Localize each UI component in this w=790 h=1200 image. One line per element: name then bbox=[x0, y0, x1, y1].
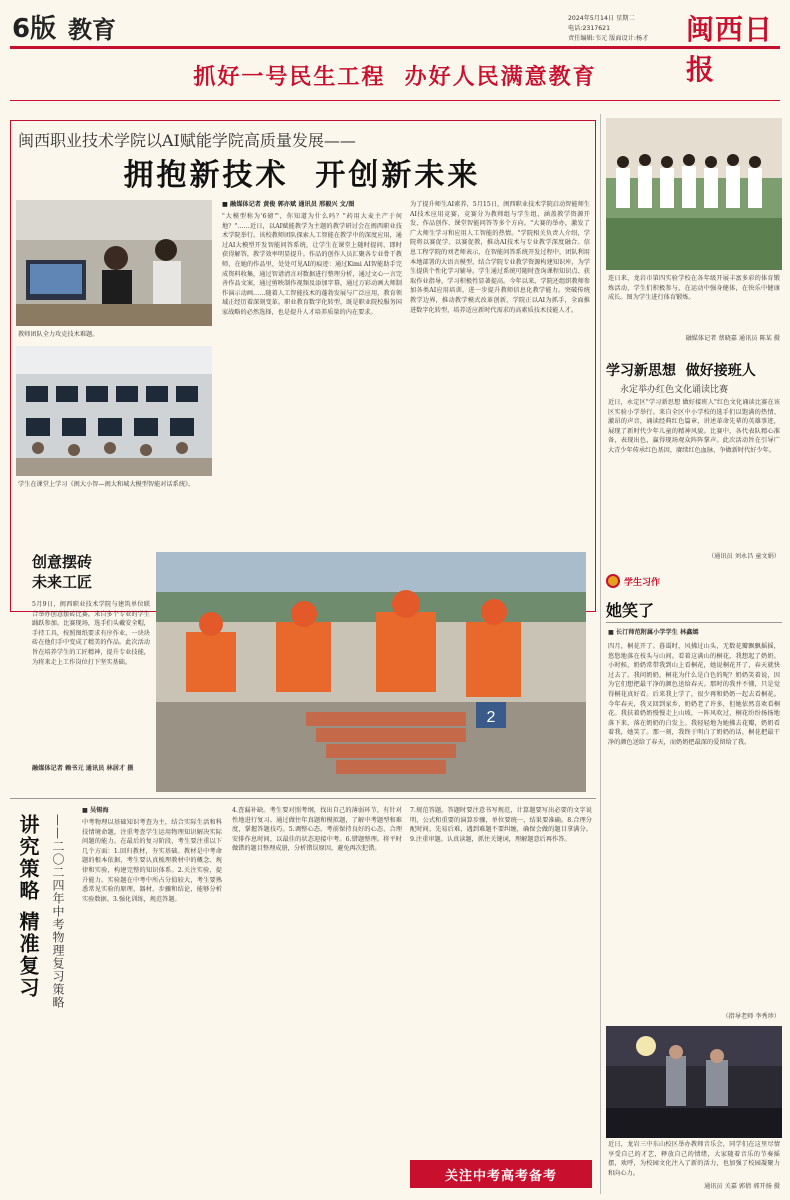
craftsman-byline: 融媒体记者 赖书元 通讯员 林居才 摄 bbox=[32, 765, 134, 772]
exam-vertical-subtitle: ——二〇二四年中考物理复习策略 bbox=[51, 814, 65, 1009]
sports-photo bbox=[606, 118, 782, 270]
page-banner: 抓好一号民生工程 办好人民满意教育 bbox=[193, 64, 597, 90]
right-story-body: 近日，永定区"学习新思想 做好接班人"红色文化诵读比赛在该区实验小学举行。来自全区中小学校的选手们以饱满的热情、激昂的声音，诵读经典红色篇章，讲述革命先辈的英雄事迹，展现了新时代少年儿童的精神风貌。比赛中，各代表队精心准备，表现出色，赢得现场观众阵阵掌声。此次活动旨在引导广大青少年传承红色基因，赓续红色血脉，争做新时代好少年。 bbox=[608, 399, 780, 454]
issue-date: 2024年5月14日 星期二 bbox=[568, 15, 635, 22]
exam-body-col3: 7.规范答题。答题时要注意书写规范，计算题要写出必要的文字说明、公式和重要的演算步骤，单位要统一，结果要准确。8.合理分配时间。先易后难，遇到难题不要纠缠，确保会做的题目拿满分。9.注重审题。认真读题，抓住关键词，理解题意后再作答。 bbox=[410, 807, 592, 843]
concert-photo bbox=[606, 1026, 782, 1138]
exam-body-col2: 4.查漏补缺。考生要对照考纲，找出自己的薄弱环节，有针对性地进行复习。通过做往年真题和模拟题，了解中考题型和难度，掌握答题技巧。5.调整心态。考前保持良好的心态，合理安排作息时间，以最佳的状态迎接中考。6.错题整理。将平时做错的题目整理成册，分析错误原因，避免再次犯错。 bbox=[232, 807, 402, 853]
page-number bbox=[12, 8, 56, 45]
section-name: 教育 bbox=[68, 16, 116, 44]
masthead-logo: 闽西日报 bbox=[686, 13, 774, 86]
lead-title: 拥抱新技术 开创新未来 bbox=[123, 158, 481, 193]
right-story-subtitle: 永定举办红色文化诵读比赛 bbox=[620, 385, 729, 395]
teachers-photo-caption: 教师团队全力攻克技术难题。 bbox=[18, 331, 99, 338]
classroom-photo bbox=[16, 346, 212, 476]
teachers-photo bbox=[16, 200, 212, 326]
editor-phone: 电话:2317621 bbox=[568, 25, 611, 32]
concert-byline: 通讯员 关嘉 郭倩 郭开扬 摄 bbox=[704, 1183, 780, 1190]
exam-body-col1: 中考物理以基础知识考查为主，结合实际生活和科技情境命题，注重考查学生运用物理知识解决实际问题的能力。在最后的复习阶段，考生要注重以下几个方面：1.回归教材，夯实基础。教材是中考命题的根本依据，考生要认真梳理教材中的概念、规律和实验，构建完整的知识体系。2.关注实验，提升能力。实验题在中考中所占分值较大，考生要熟悉常见实验的原理、器材、步骤和结论，能够分析实验数据。3.强化训练，规范答题。 bbox=[82, 819, 222, 903]
page-label: 6版 bbox=[12, 14, 57, 44]
column-divider bbox=[600, 114, 601, 1194]
essay-rule bbox=[606, 622, 782, 623]
exam-author: ■ 吴锡海 bbox=[82, 807, 109, 814]
right-story-byline: （通讯员 刘永昌 童文娟） bbox=[708, 553, 780, 560]
classroom-photo-caption: 学生在课堂上学习《闽大小智—闽大和城大模型智能对话系统》。 bbox=[18, 481, 195, 488]
banner-underline bbox=[10, 100, 780, 101]
essay-title: 她笑了 bbox=[606, 601, 655, 620]
essay-column-tag bbox=[606, 574, 660, 588]
lead-body-col2: 为了提升师生AI素养，5月15日，闽西职业技术学院启动智能师生AI技术应用竞赛，竞赛分为教师组与学生组，涵盖教学资源开发、作品创作、课堂智能问答等多个方向。"大赛的举办，激发了广大师生学习和应用人工智能的热情。"学院相关负责人介绍，学院将以赛促学、以赛促教，推动AI技术与专业教学深度融合。信息工程学院的刘老师表示，在智能问答系统开发过程中，团队利用本地部署的大语言模型，结合学院专业教学资源构建知识库，为学生提供个性化学习辅导。学生通过系统可随时查询课程知识点、获取作业指导，学习积极性显著提高。今年以来，学院还组织教师参加各类AI应用培训，进一步提升教师信息化教学能力。突破传统教学边界，推动教学模式改革创新，学院正以AI为抓手，全面推进数字化转型，培养适应新时代需求的高素质技术技能人才。 bbox=[410, 201, 590, 314]
brick-laying-photo bbox=[156, 552, 586, 792]
lead-byline: ■ 融媒体记者 黄俊 郭亦斌 通讯员 邢毅兴 文/图 bbox=[222, 201, 355, 208]
concert-caption: 近日，龙岩三中东山校区举办教师音乐会，同学们在这里尽情享受自己的才艺，释放自己的情绪，大家随着音乐的节奏摇摆，欢呼，为校园文化注入了新的活力，也加强了校园凝聚力和向心力。 bbox=[608, 1141, 780, 1177]
sports-caption: 连日来，龙岩市第四实验学校在各年级开展丰富多彩的体育锻炼活动，学生们积极参与，在运动中强身健体，在快乐中健康成长。图为学生进行体育锻炼。 bbox=[608, 275, 780, 302]
svg-text:2: 2 bbox=[486, 709, 496, 726]
header-rule bbox=[10, 46, 780, 49]
craftsman-title: 创意摆砖 未来工匠 bbox=[32, 553, 93, 591]
essay-author: ■ 长汀师范附属小学学生 林鑫嫣 bbox=[608, 629, 699, 636]
sports-byline: 融媒体记者 蔡晓嘉 通讯员 陈某 摄 bbox=[685, 335, 780, 342]
section-divider bbox=[10, 798, 596, 799]
essay-teacher: （指导老师 李秀珍） bbox=[722, 1013, 780, 1020]
essay-column-label: 学生习作 bbox=[624, 577, 661, 588]
exam-vertical-title: 讲究策略 精准复习 bbox=[16, 814, 40, 999]
flower-icon bbox=[606, 574, 620, 588]
editor-credits: 责任编辑:韦元 版面设计:杨才 bbox=[568, 35, 649, 42]
exam-bottom-bar-label: 关注中考高考备考 bbox=[444, 1168, 557, 1184]
essay-body: 四月，桐花开了。暮霭时，风拂过山头，无数花瓣飘飘摇摇，悠悠地落在枝头与山间。看着这满山的桐花，我想起了奶奶。小时候，奶奶常带我到山上看桐花，她说桐花开了，春天就快过去了。我问奶奶，桐花为什么是白色的呢？奶奶笑着说，因为它们想把最干净的颜色送给春天。那时的我并不懂，只是觉得桐花真好看。后来我上学了，很少再和奶奶一起去看桐花。今年春天，我又回到家乡，奶奶老了许多，但她依然喜欢看桐花。我扶着奶奶慢慢走上山坡，一阵风吹过，桐花纷纷扬扬地落下来，落在奶奶的白发上。我轻轻地为她拂去花瓣，奶奶看着我，她笑了。那一刻，我终于明白了奶奶的话，桐花把最干净的颜色送给了春天，而奶奶把最深的爱留给了我。 bbox=[608, 643, 780, 746]
lead-kicker: 闽西职业技术学院以AI赋能学院高质量发展—— bbox=[18, 131, 356, 150]
exam-bottom-bar bbox=[410, 1160, 592, 1188]
craftsman-body: 5月9日，闽西职业技术学院与建筑单位联合举办创意摆砖比赛，来自多个专业的学生踊跃参加。比赛现场，选手们头戴安全帽，手持工具，按照图纸要求有序作业，一块块砖在他们手中变成了精美的作品。此次活动旨在培养学生的工匠精神，提升专业技能，为将来走上工作岗位打下坚实基础。 bbox=[32, 601, 150, 666]
right-story-title: 学习新思想 做好接班人 bbox=[606, 363, 756, 379]
lead-body-col1: "大模型称为'6磅'"，你知道为什么吗？"药用大麦主产于何地？"……近日，以AI赋能教学为主题的教学研讨会在闽西职业技术学院举行。该校教师团队探索人工智能在教学中的深度应用，通过AI大模型开发智能问答系统，让学生在课堂上随时提问、即时获得解答，教学效率明显提升。作品的创作人员汇聚各专业骨干教师，在她的作品里，处处可见AI的痕迹：通过Kimi AI智能助手完成资料收集，通过智谱清言对数据进行整理分析，通过文心一言完善作品文案，通过剪映制作视频及添加字幕，通过万彩动画大师制作演示动画……随着人工智能技术的蓬勃发展与广泛应用，教育领域正经历着深刻变革。职业教育数字化转型，既是职业院校服务国家战略的必然选择，也是提升人才培养质量的内在要求。 bbox=[222, 213, 402, 316]
